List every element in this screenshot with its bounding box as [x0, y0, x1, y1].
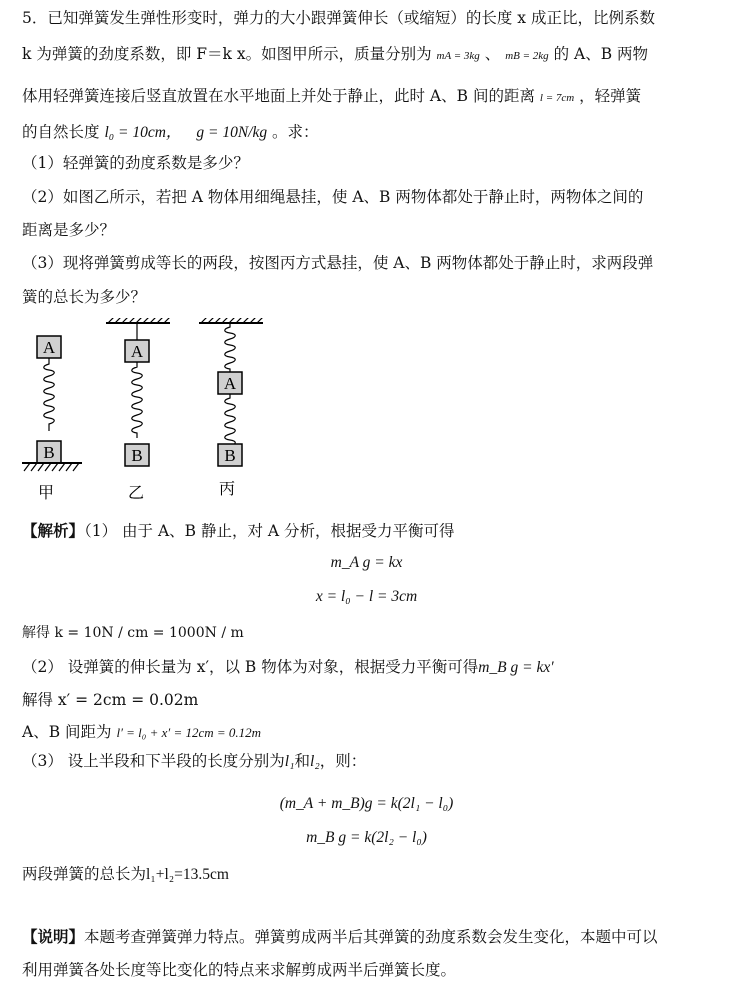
problem-line-1: 5．已知弹簧发生弹性形变时，弹力的大小跟弹簧伸长（或缩短）的长度 x 成正比，比例系数 — [22, 9, 655, 27]
spring-upper-bing — [225, 323, 236, 373]
equation-4: m_B g = k(2l₂ − l₀) — [306, 829, 427, 846]
problem-line-2-text: k 为弹簧的劲度系数，即 F＝k x。如图甲所示，质量分别为 — [22, 45, 432, 63]
problem-line-4-text: 的自然长度 — [22, 123, 100, 141]
natural-length: l₀ = 10cm， — [104, 124, 182, 141]
solution-2-distance-eq: l′ = l₀ + x′ = 12cm = 0.12m — [116, 725, 262, 740]
spring-jia — [44, 358, 55, 431]
figure-jia — [22, 336, 82, 502]
equation-1: m_A g = kx — [330, 554, 403, 571]
figure-yi — [106, 318, 170, 502]
solution-1 — [22, 519, 719, 541]
question-1: （1）轻弹簧的劲度系数是多少？ — [22, 154, 249, 172]
problem-line-4 — [22, 120, 719, 142]
problem-line-3-text: 体用轻弹簧连接后竖直放置在水平地面上并处于静止，此时 A、B 间的距离 — [22, 87, 535, 105]
solution-1-result: 解得 k = 10N / cm = 1000N / m — [22, 625, 244, 641]
question-3-b: 簧的总长为多少？ — [22, 288, 147, 306]
solution-3-then: ，则： — [319, 752, 367, 770]
solution-2-distance-text: A、B 间距为 — [22, 723, 112, 741]
solution-2-text: （2） 设弹簧的伸长量为 x′，以 B 物体为对象，根据受力平衡可得 — [22, 658, 479, 676]
solution-3-result-text: 两段弹簧的总长为 — [22, 865, 147, 883]
label-bing: 丙 — [218, 479, 236, 498]
solution-3-text: （3） 设上半段和下半段的长度分别为 — [22, 752, 285, 770]
solution-2-equation: m_B g = kx′ — [478, 659, 554, 676]
label-jia: 甲 — [37, 483, 55, 502]
distance-l: l = 7cm — [539, 92, 575, 104]
solution-2 — [22, 655, 719, 677]
block-b-jia-label: B — [43, 443, 55, 462]
figure-bing — [199, 318, 263, 498]
equation-3: (m_A + m_B)g = k(2l₁ − l₀) — [279, 795, 454, 812]
question-2-a: （2）如图乙所示，若把 A 物体用细绳悬挂，使 A、B 两物体都处于静止时，两物体之间的 — [22, 188, 644, 206]
problem-line-2 — [22, 42, 719, 64]
equation-2: x = l₀ − l = 3cm — [315, 588, 418, 605]
block-a-yi-label: A — [130, 342, 144, 361]
spring-yi — [132, 362, 143, 438]
problem-line-4-end: 。求： — [272, 123, 319, 141]
spring-figure — [18, 318, 278, 508]
solution-3-and: 和 — [294, 752, 311, 770]
question-2-b: 距离是多少？ — [22, 221, 116, 239]
problem-line-2-end: 的 A、B 两物 — [553, 45, 649, 63]
solution-3-result — [22, 862, 719, 884]
note-text-1: 本题考查弹簧弹力特点。弹簧剪成两半后其弹簧的劲度系数会发生变化，本题中可以 — [84, 928, 658, 946]
mass-a: mA = 3kg — [436, 50, 480, 62]
solution-2-result: 解得 x′ = 2cm = 0.02m — [22, 691, 199, 709]
solution-3-result-eq: l₁+l₂=13.5cm — [146, 866, 229, 883]
block-a-bing-label: A — [223, 374, 237, 393]
gravity: g = 10N/kg — [196, 124, 268, 141]
note-line-1 — [22, 925, 719, 947]
note-heading: 【说明】 — [22, 927, 85, 946]
ground-hatch — [24, 463, 79, 471]
analysis-heading: 【解析】 — [22, 521, 85, 540]
question-3-a: （3）现将弹簧剪成等长的两段，按图丙方式悬挂，使 A、B 两物体都处于静止时，求两段弹 — [22, 254, 654, 272]
solution-3 — [22, 749, 719, 771]
solution-2-distance — [22, 720, 719, 742]
separator: 、 — [484, 45, 501, 63]
block-b-bing-label: B — [224, 446, 236, 465]
problem-line-3-end: ，轻弹簧 — [579, 87, 642, 105]
block-b-yi-label: B — [131, 446, 143, 465]
problem-line-3 — [22, 84, 719, 106]
note-line-2: 利用弹簧各处长度等比变化的特点来求解剪成两半后弹簧长度。 — [22, 961, 457, 979]
mass-b: mB = 2kg — [505, 50, 549, 62]
solution-3-l1: l₁ — [284, 753, 295, 770]
solution-3-l2: l₂ — [310, 753, 320, 770]
solution-1-text: （1） 由于 A、B 静止，对 A 分析，根据受力平衡可得 — [84, 522, 455, 540]
label-yi: 乙 — [127, 483, 145, 502]
block-a-jia-label: A — [42, 338, 56, 357]
